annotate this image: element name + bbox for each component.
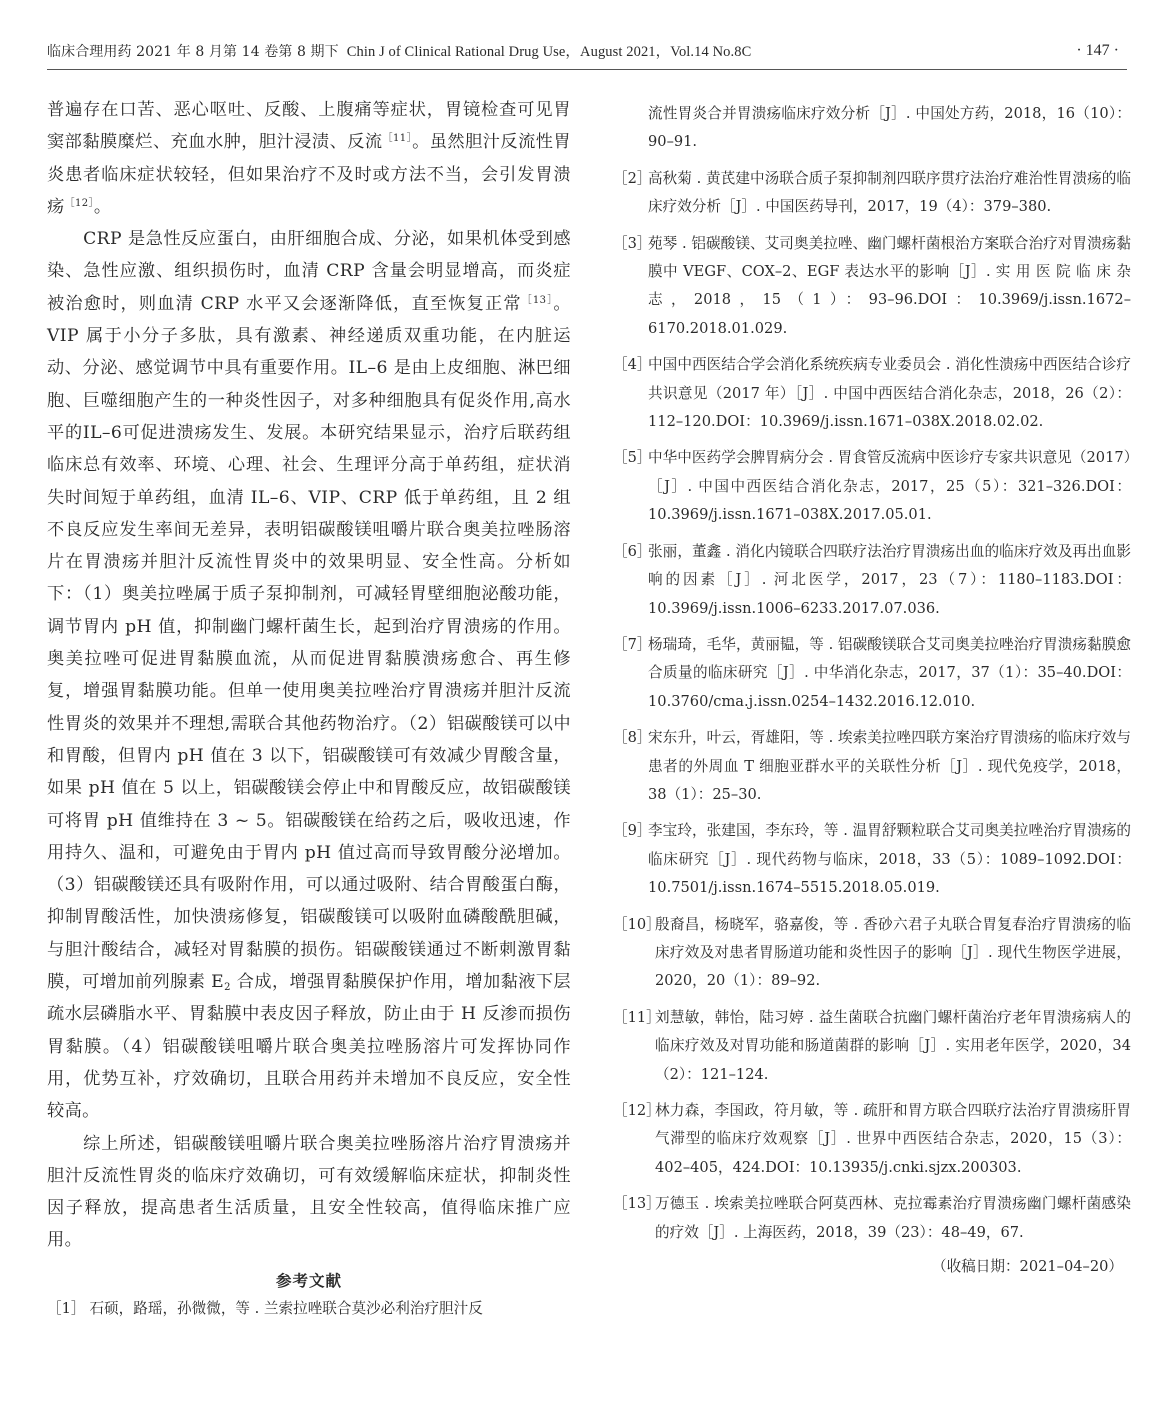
- reference-number: ［5］: [613, 449, 652, 467]
- reference-text: 石硕，路瑶，孙微微，等 . 兰索拉唑联合莫沙必利治疗胆汁反: [89, 1299, 483, 1317]
- page-number: · 147 ·: [1076, 42, 1119, 59]
- paragraph-text: 普遍存在口苦、恶心呕吐、反酸、上腹痛等症状，胃镜检查可见胃窦部黏膜糜烂、充血水肿，胆汁浸渍、反流: [47, 100, 571, 153]
- reference-text: 高秋菊 . 黄芪建中汤联合质子泵抑制剂四联序贯疗法治疗难治性胃溃疡的临床疗效分析［J］. 中国医药导刊，2017，19（4）：379–380.: [648, 169, 1131, 216]
- journal-header: [47, 40, 751, 61]
- reference-number: ［3］: [613, 234, 652, 252]
- reference-number: ［10］: [613, 915, 661, 933]
- right-column: [613, 100, 1131, 1276]
- reference-item: [613, 724, 1131, 809]
- paragraph-3: 综上所述，铝碳酸镁咀嚼片联合奥美拉唑肠溶片治疗胃溃疡并胆汁反流性胃炎的临床疗效确切，可有效缓解临床症状，抑制炎性因子释放，提高患者生活质量，且安全性较高，值得临床推广应用。: [47, 1133, 571, 1251]
- reference-number: ［6］: [613, 542, 652, 560]
- paragraph-2: [47, 223, 571, 1127]
- paragraph-text: 。VIP 属于小分子多肽，具有激素、神经递质双重功能，在内脏运动、分泌、感觉调节中具有重要作用。IL–6 是由上皮细胞、淋巴细胞、巨噬细胞产生的一种炎性因子，对多种细胞具有促炎作用,高水平的IL–6可促进溃疡发生、发展。本研究结果显示，治疗后联药组临床总有效率、环境、心理、社会、生理评分高于单药组，症状消失时间短于单药组，血清 IL–6、VIP、CRP 低于单药组，且 2 组不良反应发生率间无差异，表明铝碳酸镁咀嚼片联合奥美拉唑肠溶片在胃溃疡并胆汁反流性胃炎中的效果明显、安全性高。分析如下：（1）奥美拉唑属于质子泵抑制剂，可减轻胃壁细胞泌酸功能，调节胃内 pH 值，抑制幽门螺杆菌生长，起到治疗胃溃疡的作用。奥美拉唑可促进胃黏膜血流，从而促进胃黏膜溃疡愈合、再生修复，增强胃黏膜功能。但单一使用奥美拉唑治疗胃溃疡并胆汁反流性胃炎的效果并不理想,需联合其他药物治疗。（2）铝碳酸镁可以中和胃酸，但胃内 pH 值在 3 以下，铝碳酸镁可有效减少胃酸含量，如果 pH 值在 5 以上，铝碳酸镁会停止中和胃酸反应，故铝碳酸镁可将胃 pH 值维持在 3 ~ 5。铝碳酸镁在给药之后，吸收迅速，作用持久、温和，可避免由于胃内 pH 值过高而导致胃酸分泌增加。（3）铝碳酸镁还具有吸附作用，可以通过吸附、结合胃酸蛋白酶，抑制胃酸活性，加快溃疡修复，铝碳酸镁可以吸附血磷酸酰胆碱，与胆汁酸结合，减轻对胃黏膜的损伤。铝碳酸镁通过不断刺激胃黏膜，可增加前列腺素 E: [47, 293, 571, 993]
- reference-number: ［7］: [613, 635, 652, 653]
- reference-number: ［9］: [613, 822, 652, 840]
- reference-item: [613, 1004, 1131, 1089]
- reference-number: ［1］: [47, 1299, 86, 1317]
- reference-number: ［2］: [613, 169, 652, 187]
- reference-item: [613, 911, 1131, 996]
- header-rule: [47, 69, 1127, 70]
- reference-item: [613, 1190, 1131, 1247]
- left-column: [47, 94, 571, 1323]
- reference-number: ［8］: [613, 729, 652, 747]
- reference-text: 苑琴 . 铝碳酸镁、艾司奥美拉唑、幽门螺杆菌根治方案联合治疗对胃溃疡黏膜中 VEGF、COX–2、EGF 表达水平的影响［J］. 实 用 医 院 临 床 杂 志，2018，15（1）：93–96.DOI：10.3969/j.issn.1672–6170.2018.01.029.: [648, 234, 1131, 337]
- subscript: 2: [224, 982, 231, 994]
- reference-item: [613, 817, 1131, 902]
- received-date: （收稿日期：2021–04–20）: [931, 1258, 1123, 1276]
- reference-text: 中国中西医结合学会消化系统疾病专业委员会 . 消化性溃疡中西医结合诊疗共识意见（2017 年）［J］. 中国中西医结合消化杂志，2018，26（2）：112–120.DOI：10.3969/j.issn.1671–038X.2018.02.02.: [648, 356, 1131, 431]
- journal-name-en: Chin J of Clinical Rational Drug Use，August 2021，Vol.14 No.8C: [346, 44, 752, 60]
- paragraph-1: [47, 94, 571, 223]
- reference-item: [613, 351, 1131, 436]
- reference-text: 李宝玲，张建国，李东玲，等 . 温胃舒颗粒联合艾司奥美拉唑治疗胃溃疡的临床研究［J］. 现代药物与临床，2018，33（5）：1089–1092.DOI：10.7501/j.issn.1674–5515.2018.05.019.: [648, 822, 1131, 897]
- reference-text: 中华中医药学会脾胃病分会 . 胃食管反流病中医诊疗专家共识意见（2017）［J］. 中国中西医结合消化杂志，2017，25（5）：321–326.DOI：10.3969/j.issn.1671–038X.2017.05.01.: [648, 449, 1131, 524]
- reference-text: 殷裔昌，杨晓军，骆嘉俊，等 . 香砂六君子丸联合胃复春治疗胃溃疡的临床疗效及对患者胃肠道功能和炎性因子的影响［J］. 现代生物医学进展，2020，20（1）：89–92.: [655, 915, 1131, 990]
- reference-number: ［12］: [613, 1102, 661, 1119]
- reference-number: ［13］: [613, 1195, 661, 1213]
- reference-text: 宋东升，叶云，胥雄阳，等 . 埃索美拉唑四联方案治疗胃溃疡的临床疗效与患者的外周血 T 细胞亚群水平的关联性分析［J］. 现代免疫学，2018，38（1）：25–30.: [648, 729, 1131, 803]
- running-header: [47, 40, 1127, 64]
- reference-text: 张丽，董鑫 . 消化内镜联合四联疗法治疗胃溃疡出血的临床疗效及再出血影响的因素［J］. 河北医学，2017，23（7）：1180–1183.DOI：10.3969/j.issn.1006–6233.2017.07.036.: [648, 542, 1131, 617]
- citation: ［12］: [64, 197, 94, 209]
- reference-text: 刘慧敏，韩怡，陆习婷 . 益生菌联合抗幽门螺杆菌治疗老年胃溃疡病人的临床疗效及对胃功能和肠道菌群的影响［J］. 实用老年医学，2020，34（2）：121–124.: [655, 1008, 1131, 1083]
- reference-text: 林力森，李国政，符月敏，等 . 疏肝和胃方联合四联疗法治疗胃溃疡肝胃气滞型的临床疗效观察［J］. 世界中西医结合杂志，2020，15（3）：402–405，424.DOI：10.13935/j.cnki.sjzx.200303.: [655, 1102, 1131, 1176]
- reference-text: 万德玉 . 埃索美拉唑联合阿莫西林、克拉霉素治疗胃溃疡幽门螺杆菌感染的疗效［J］. 上海医药，2018，39（23）：48–49，67.: [655, 1195, 1131, 1241]
- citation: ［11］: [382, 133, 413, 145]
- paragraph-text: 。: [93, 196, 112, 217]
- reference-item: [613, 444, 1131, 529]
- paragraph-text: 合成，增强胃黏膜保护作用，增加黏液下层疏水层磷脂水平、胃黏膜中表皮因子释放，防止由于 H 反渗而损伤胃黏膜。（4）铝碳酸镁咀嚼片联合奥美拉唑肠溶片可发挥协同作用，优势互补，疗效确切，且联合用药并未增加不良反应，安全性较高。: [47, 972, 571, 1122]
- reference-continuation: 流性胃炎合并胃溃疡临床疗效分析［J］. 中国处方药，2018，16（10）：90–91.: [648, 105, 1131, 151]
- citation: ［13］: [521, 294, 554, 306]
- paragraph-text: 。虽然胆汁反流性胃炎患者临床症状较轻，但如果治疗不及时或方法不当，会引发胃溃疡: [47, 132, 571, 217]
- reference-item: [613, 538, 1131, 623]
- reference-item: [613, 165, 1131, 222]
- references-title: 参考文献: [275, 1271, 342, 1290]
- journal-name-cn: 临床合理用药 2021 年 8 月第 14 卷第 8 期下: [47, 44, 339, 60]
- paragraph-text: CRP 是急性反应蛋白，由肝细胞合成、分泌，如果机体受到感染、急性应激、组织损伤时，血清 CRP 含量会明显增高，而炎症被治愈时，则血清 CRP 水平又会逐渐降低，直至恢复正常: [47, 229, 571, 314]
- reference-item: [613, 1097, 1131, 1182]
- reference-item: [47, 1295, 571, 1323]
- reference-number: ［11］: [613, 1008, 661, 1026]
- reference-number: ［4］: [613, 356, 652, 374]
- reference-text: 杨瑞琦，毛华，黄丽韫，等 . 铝碳酸镁联合艾司奥美拉唑治疗胃溃疡黏膜愈合质量的临床研究［J］. 中华消化杂志，2017，37（1）：35–40.DOI：10.3760/cma.j.issn.0254–1432.2016.12.010.: [648, 635, 1131, 710]
- reference-item: [613, 230, 1131, 344]
- reference-item: [613, 631, 1131, 716]
